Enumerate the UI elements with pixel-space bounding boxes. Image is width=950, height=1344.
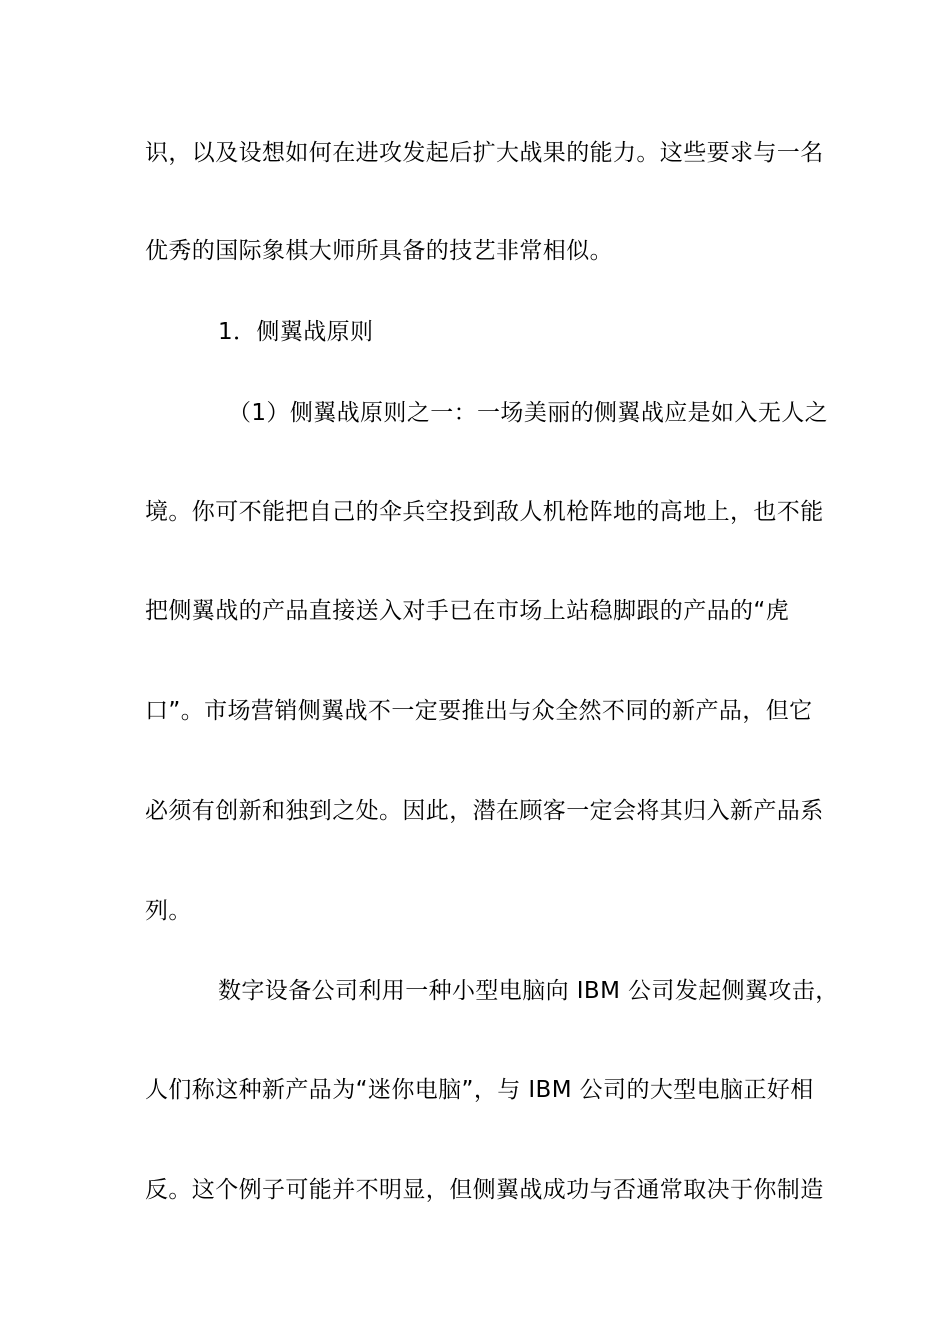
text-line: 优秀的国际象棋大师所具备的技艺非常相似。 <box>145 238 613 264</box>
text-line: 必须有创新和独到之处。因此，潜在顾客一定会将其归入新产品系 <box>145 798 824 824</box>
section-heading: 1．侧翼战原则 <box>218 319 374 345</box>
text-line: 口”。市场营销侧翼战不一定要推出与众全然不同的新产品，但它 <box>145 698 813 724</box>
text-line: （1）侧翼战原则之一：一场美丽的侧翼战应是如入无人之 <box>228 400 829 426</box>
text-line: 数字设备公司利用一种小型电脑向 IBM 公司发起侧翼攻击， <box>218 978 839 1004</box>
text-line: 列。 <box>145 898 192 924</box>
text-line: 境。你可不能把自己的伞兵空投到敌人机枪阵地的高地上，也不能 <box>145 499 824 525</box>
text-line: 把侧翼战的产品直接送入对手已在市场上站稳脚跟的产品的“虎 <box>145 598 790 624</box>
text-line: 反。这个例子可能并不明显，但侧翼战成功与否通常取决于你制造 <box>145 1177 824 1203</box>
text-line: 人们称这种新产品为“迷你电脑”，与 IBM 公司的大型电脑正好相 <box>145 1077 814 1103</box>
text-line: 识，以及设想如何在进攻发起后扩大战果的能力。这些要求与一名 <box>145 140 824 166</box>
